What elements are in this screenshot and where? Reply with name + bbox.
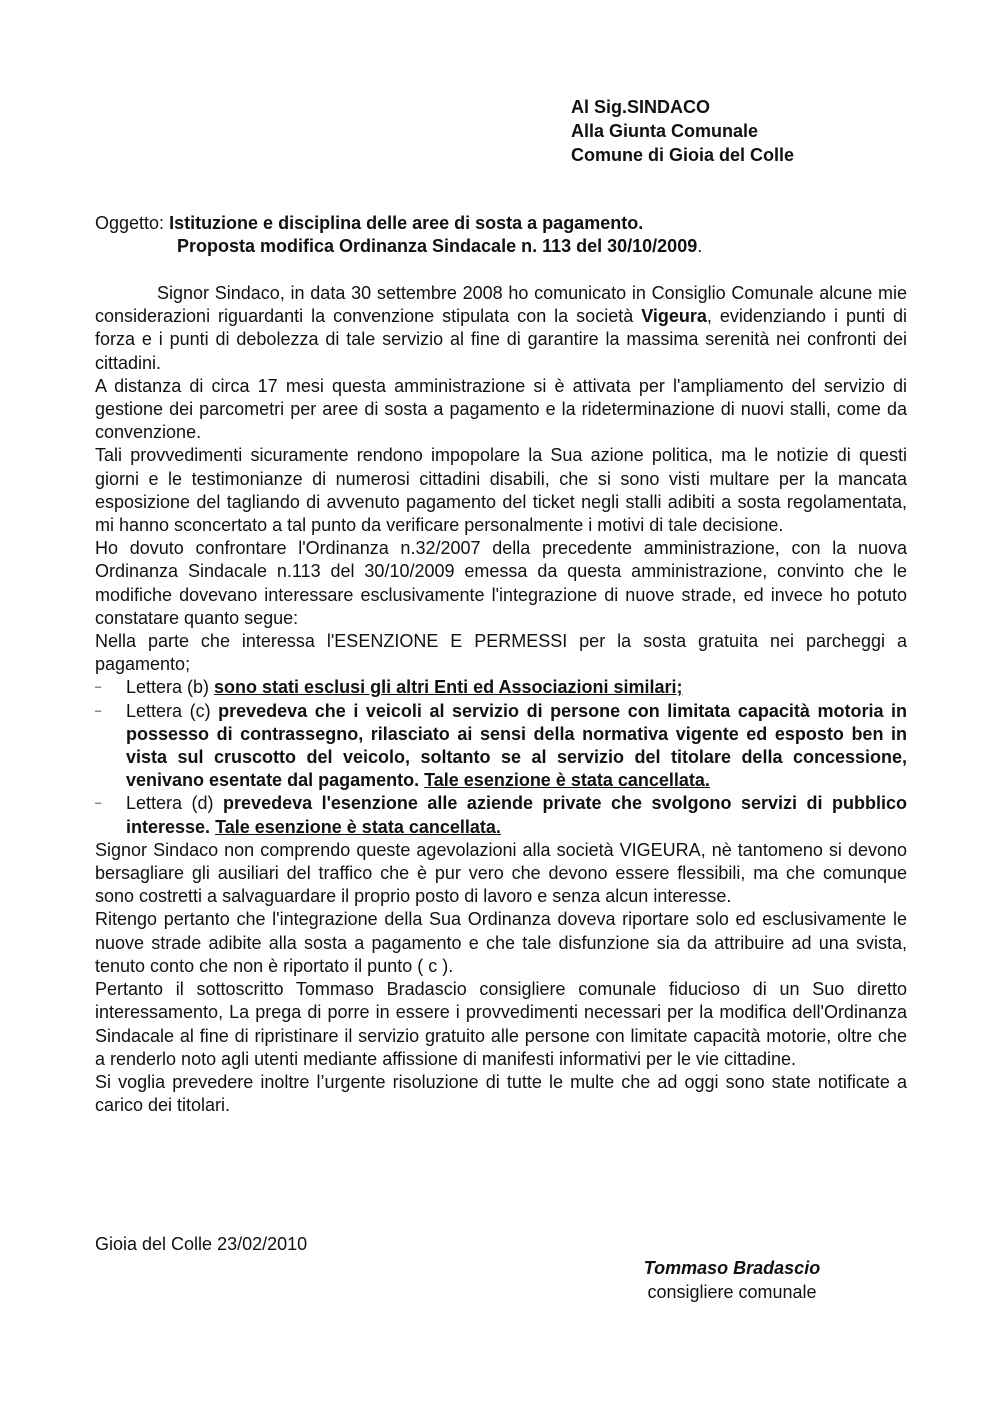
addressee-line-2: Alla Giunta Comunale <box>571 121 759 141</box>
subject-line-2-end: . <box>697 236 703 256</box>
company-name: Vigeura <box>641 306 707 327</box>
list-item-c-text: prevedeva che i veicoli al servizio di persone con limitata capacità motoria in possesso di contrassegno, rilasciato ai sensi della normativa vigente ed esposto ben in vista sul cruscotto del veicolo, soltanto se al servizio del titolare della concessione, venivano esentate dal pagamento. <box>126 700 908 791</box>
paragraph-9: Si voglia prevedere inoltre l’urgente risoluzione di tutte le multe che ad oggi sono state notificate a carico dei titolari. <box>95 1071 907 1116</box>
dash-bullet: – <box>95 797 102 810</box>
addressee-line-1: Al Sig.SINDACO <box>571 97 711 117</box>
paragraph-4: Ho dovuto confrontare l'Ordinanza n.32/2007 della precedente amministrazione, con la nuova Ordinanza Sindacale n.113 del 30/10/2009 emessa da questa amministrazione, convinto che le modifiche dovevano interessare esclusivamente l'integrazione di nuove strade, ed invece ho potuto constatare quanto segue: <box>95 538 907 628</box>
paragraph-2: A distanza di circa 17 mesi questa amministrazione si è attivata per l'ampliamento del servizio di gestione dei parcometri per aree di sosta a pagamento e la rideterminazione di nuovi stalli, come da convenzione. <box>95 375 907 443</box>
list-item-d-cancel: Tale esenzione è stata cancellata. <box>215 816 501 837</box>
paragraph-6: Signor Sindaco non comprendo queste agevolazioni alla società VIGEURA, nè tantomeno si devono bersagliare gli ausiliari del traffico che è pur vero che devono essere flessibili, ma che comunque sono costretti a salvaguardare il proprio posto di lavoro e senza alcun interesse. <box>95 839 907 907</box>
signature-block <box>600 1256 864 1304</box>
exemption-list <box>95 676 907 838</box>
list-item-b-text: sono stati esclusi gli altri Enti ed Associazioni similari; <box>214 677 683 698</box>
list-item-b-label: Lettera (b) <box>126 677 215 698</box>
list-item-c-cancel: Tale esenzione è stata cancellata. <box>424 770 710 791</box>
subject-block <box>95 212 907 258</box>
list-item-d <box>95 792 907 838</box>
list-item-b <box>95 676 907 699</box>
list-item-c <box>95 700 907 793</box>
subject-line-1: Istituzione e disciplina delle aree di sosta a pagamento. <box>169 213 644 233</box>
paragraph-1-text-a: Signor Sindaco, in data 30 settembre 2008 ho comunicato in Consiglio Comunale alcune mie considerazioni riguardanti la convenzione stipulata con la società <box>95 283 907 327</box>
list-item-c-label: Lettera (c) <box>126 700 219 721</box>
dash-bullet: – <box>95 704 102 717</box>
paragraph-7: Ritengo pertanto che l'integrazione della Sua Ordinanza doveva riportare solo ed esclusivamente le nuove strade adibite alla sosta a pagamento e che tale disfunzione sia da attribuire ad una svista, tenuto conto che non è riportato il punto ( c ). <box>95 909 907 976</box>
addressee-line-3: Comune di Gioia del Colle <box>571 145 795 165</box>
paragraph-8: Pertanto il sottoscritto Tommaso Bradascio consigliere comunale fiducioso di un Suo diretto interessamento, La prega di porre in essere i provvedimenti necessari per la modifica dell'Ordinanza Sindacale al fine di ripristinare il servizio gratuito alle persone con limitate capacità motorie, oltre che a renderlo noto agli utenti mediante affissione di manifesti informativi per le vie cittadine. <box>95 979 907 1069</box>
paragraph-5: Nella parte che interessa l'ESENZIONE E PERMESSI per la sosta gratuita nei parcheggi a pagamento; <box>95 631 907 675</box>
letter-body <box>95 282 907 1117</box>
signer-name: Tommaso Bradascio <box>643 1258 821 1278</box>
dash-bullet: – <box>95 681 102 694</box>
paragraph-1-text-c: , evidenziando i punti di forza e i punti di debolezza di tale servizio al fine di garantire la massima serenità nei confronti dei cittadini. <box>95 306 907 373</box>
signer-role: consigliere comunale <box>647 1282 817 1302</box>
paragraph-3: Tali provvedimenti sicuramente rendono impopolare la Sua azione politica, ma le notizie di questi giorni e le testimonianze di numerosi cittadini disabili, che si sono visti multare per la mancata esposizione del tagliando di avvenuto pagamento del ticket negli stalli adibiti a sosta regolamentata, mi hanno sconcertato a tal punto da verificare personalmente i motivi di tale decisione. <box>95 445 907 536</box>
addressee-block <box>571 95 794 167</box>
subject-label: Oggetto: <box>95 213 170 233</box>
list-item-d-label: Lettera (d) <box>126 793 224 814</box>
place-date: Gioia del Colle 23/02/2010 <box>95 1234 308 1254</box>
list-item-d-text: prevedeva l'esenzione alle aziende private che svolgono servizi di pubblico interesse. <box>126 793 907 837</box>
subject-line-2: Proposta modifica Ordinanza Sindacale n. 113 del 30/10/2009 <box>177 236 698 256</box>
paragraph-1 <box>95 282 907 375</box>
